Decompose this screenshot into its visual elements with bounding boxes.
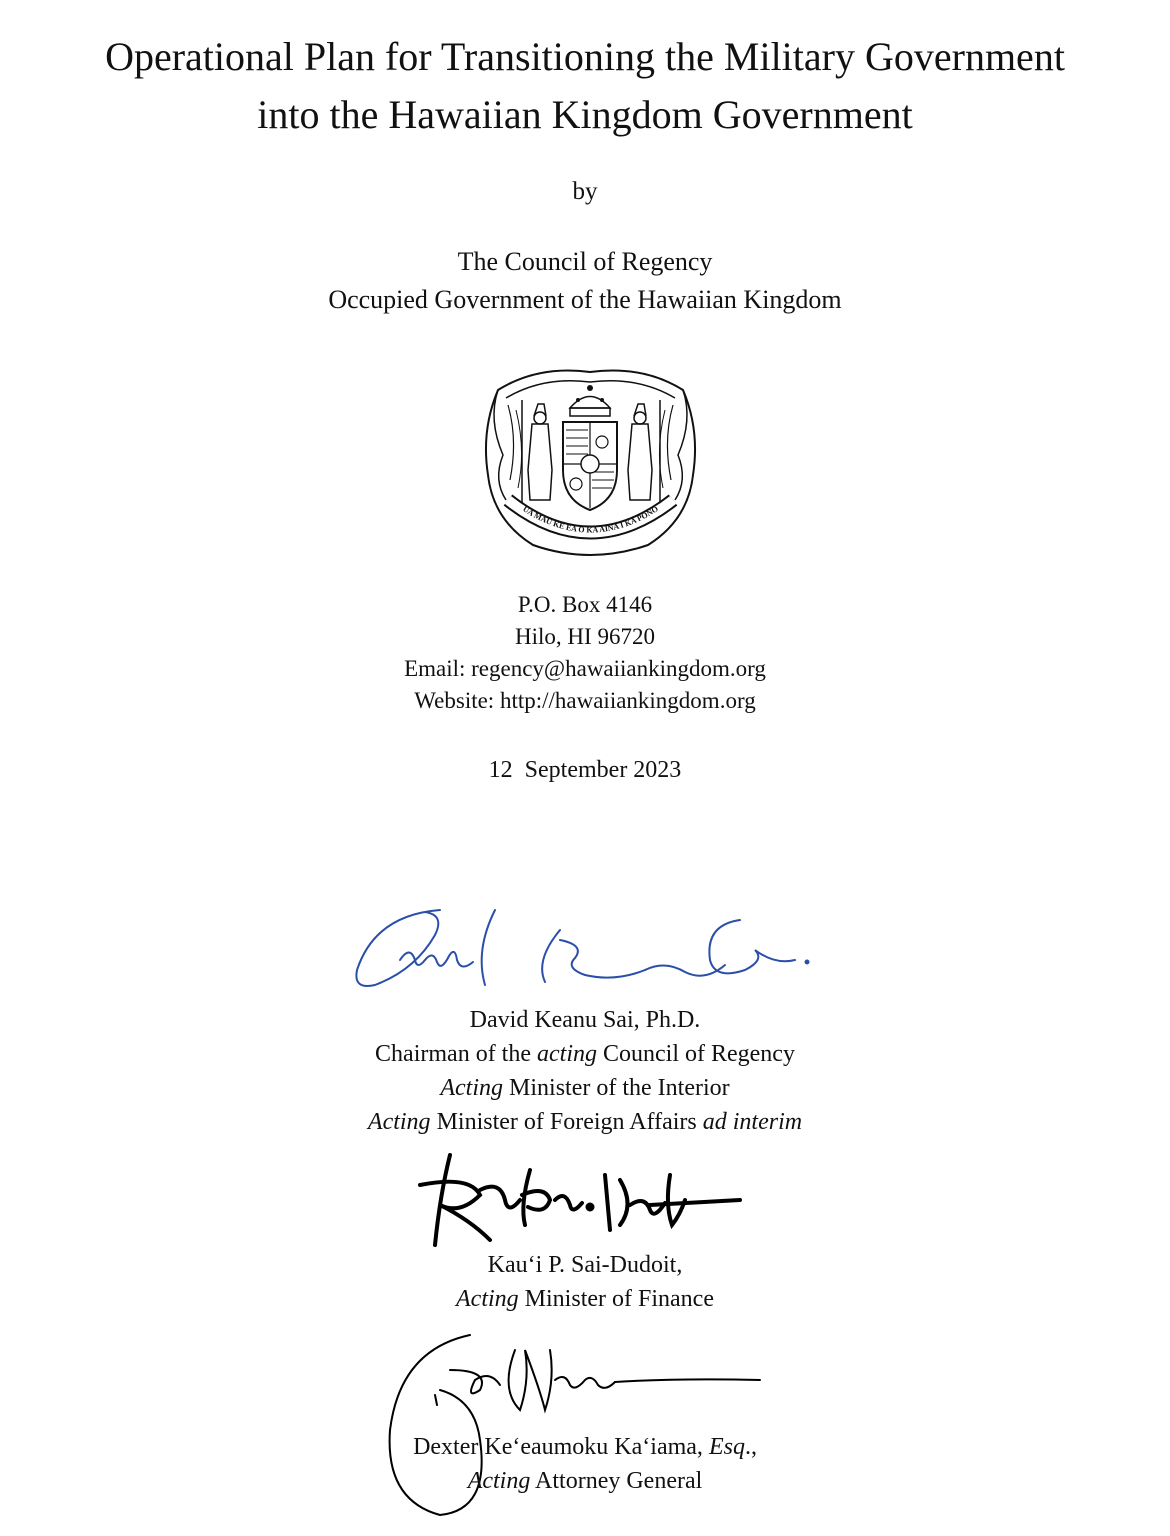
signatory-2-title-1: Acting Minister of Finance (456, 1286, 714, 1312)
signatory-2-name: Kau‘i P. Sai-Dudoit, (487, 1252, 683, 1278)
signatory-3 (0, 1430, 1170, 1498)
signatory-3-title-1: Acting Attorney General (467, 1468, 703, 1494)
issuer (0, 243, 1170, 319)
signatory-1-name: David Keanu Sai, Ph.D. (469, 1007, 701, 1033)
signatory-3-name: Dexter Ke‘eaumoku Ka‘iama, Esq., (413, 1434, 757, 1460)
signatory-2 (0, 1248, 1170, 1316)
seal-motto: UA MAU KE EA O KA AINA I KA PONO (521, 504, 660, 535)
signatory-1 (0, 1003, 1170, 1139)
document-date: 12 September 2023 (488, 757, 682, 783)
signatory-1-title-2: Acting Minister of the Interior (440, 1075, 730, 1101)
coat-of-arms-icon (478, 360, 703, 565)
email[interactable]: Email: regency@hawaiiankingdom.org (404, 656, 766, 681)
city: Hilo, HI 96720 (515, 624, 655, 649)
signature-2-icon (410, 1145, 750, 1255)
issuer-line-1: The Council of Regency (457, 247, 713, 276)
signature-1-icon (345, 890, 815, 1005)
title-line-2: into the Hawaiian Kingdom Government (257, 92, 913, 137)
title-line-1: Operational Plan for Transitioning the Military Government (105, 34, 1065, 79)
signatory-1-title-3: Acting Minister of Foreign Affairs ad interim (367, 1109, 803, 1135)
po-box: P.O. Box 4146 (517, 592, 653, 617)
signatory-1-title-1: Chairman of the acting Council of Regency (375, 1041, 795, 1067)
document-title (0, 28, 1170, 144)
issuer-line-2: Occupied Government of the Hawaiian Kingdom (328, 285, 842, 314)
contact-block (0, 589, 1170, 717)
website[interactable]: Website: http://hawaiiankingdom.org (414, 688, 756, 713)
byline: by (572, 178, 598, 205)
